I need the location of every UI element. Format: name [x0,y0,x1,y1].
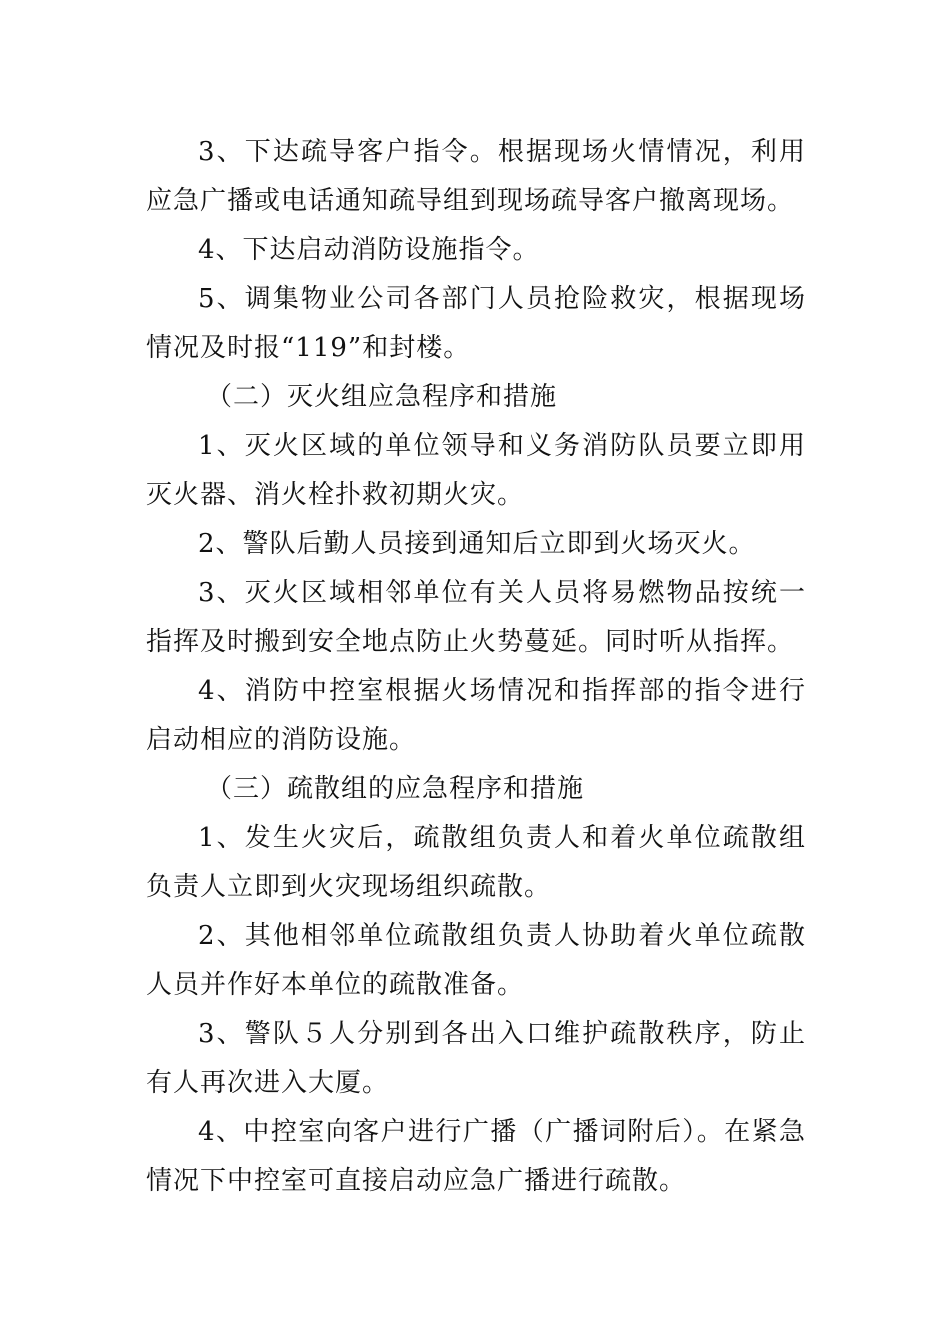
paragraph-fire-facility-command: 4、下达启动消防设施指令。 [198,235,540,265]
paragraph-control-room-facilities: 4、消防中控室根据火场情况和指挥部的指令进行启动相应的消防设施。 [146,676,806,755]
document-body [146,128,806,1206]
paragraph-evacuation-organize: 1、发生火灾后，疏散组负责人和着火单位疏散组负责人立即到火灾现场组织疏散。 [146,823,806,902]
section-heading-firefighting-group: （二）灭火组应急程序和措施 [206,382,558,412]
paragraph-flammables-removal: 3、灭火区域相邻单位有关人员将易燃物品按统一指挥及时搬到安全地点防止火势蔓延。同时听从指挥。 [146,578,806,657]
paragraph-exit-order: 3、警队５人分别到各出入口维护疏散秩序，防止有人再次进入大厦。 [146,1019,806,1098]
paragraph-neighbor-evacuation: 2、其他相邻单位疏散组负责人协助着火单位疏散人员并作好本单位的疏散准备。 [146,921,806,1000]
paragraph-initial-firefighting: 1、灭火区域的单位领导和义务消防队员要立即用灭火器、消火栓扑救初期火灾。 [146,431,806,510]
section-heading-evacuation-group: （三）疏散组的应急程序和措施 [206,774,585,804]
paragraph-logistics-firefighting: 2、警队后勤人员接到通知后立即到火场灭火。 [198,529,756,559]
paragraph-rescue-dispatch: 5、调集物业公司各部门人员抢险救灾，根据现场情况及时报“119”和封楼。 [146,284,806,363]
paragraph-broadcast: 4、中控室向客户进行广播（广播词附后）。在紧急情况下中控室可直接启动应急广播进行疏散。 [146,1117,806,1196]
paragraph-evacuation-command: 3、下达疏导客户指令。根据现场火情情况，利用应急广播或电话通知疏导组到现场疏导客户撤离现场。 [146,137,806,216]
